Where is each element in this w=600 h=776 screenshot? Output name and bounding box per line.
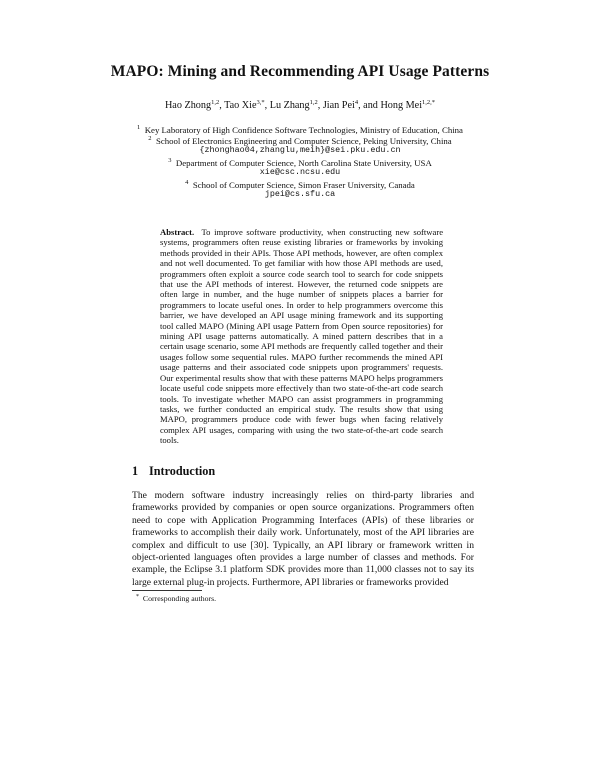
author-name: Jian Pei [322, 100, 355, 111]
author-separator: , [219, 100, 225, 111]
paper-title: MAPO: Mining and Recommending API Usage Patterns [110, 63, 490, 80]
author-name: Tao Xie [224, 100, 257, 111]
author-affiliation-mark: 3,* [256, 99, 265, 106]
abstract-text: To improve software productivity, when constructing new software systems, programmers often reuse existing libraries or frameworks by invoking methods provided in their APIs. Those API methods, however, are often complex and not well documented. To get familiar with how those API methods are used, programmers often exploit a source code search tool to search for code snippets that use the API methods of interest. However, the returned code snippets are often large in number, and the huge number of snippets places a barrier for programmers to locate useful ones. In order to help programmers overcome this barrier, we have developed an API usage mining framework and its supporting tool called MAPO (Mining API usage Pattern from Open source repositories) for mining API usage patterns automatically. A mined pattern describes that in a certain usage scenario, some API methods are frequently called together and their usages follow some sequential rules. MAPO further recommends the mined API usage patterns and their associated code snippets upon programmers' requests. Our experimental results show that with these patterns MAPO helps programmers locate useful code snippets more effectively than two state-of-the-art code search tools. To investigate whether MAPO can assist programmers in programming tasks, we further conducted an empirical study. The results show that using MAPO, programmers produce code with fewer bugs when facing relatively complex API usages, comparing with using the two state-of-the-art code search tools. [160, 227, 444, 446]
author-separator: , [264, 100, 270, 111]
affiliation-text: Key Laboratory of High Confidence Software Technologies, Ministry of Education, China [144, 125, 463, 135]
affiliation-mark: 2 [148, 135, 152, 142]
affiliation-mark: 1 [137, 124, 141, 131]
email-address: {zhonghao04,zhanglu,meih}@sei.pku.edu.cn [199, 145, 401, 155]
section-title: Introduction [149, 464, 216, 478]
section-heading [132, 464, 215, 479]
author-affiliation-mark: 1,2 [309, 99, 318, 106]
author-affiliation-mark: 1,2 [211, 99, 220, 106]
author-name: Hao Zhong [164, 100, 212, 111]
affiliation-mark: 3 [168, 157, 172, 164]
author-name: Hong Mei [380, 100, 423, 111]
author-affiliation-mark: 4 [354, 99, 359, 106]
footnote [136, 594, 216, 603]
intro-paragraph: The modern software industry increasingly relies on third-party libraries and frameworks provided by companies or open source organizations. Programmers often need to cope with Application Programming Interfaces (APIs) of these libraries or frameworks to accomplish their daily work. Unfortunately, most of the API libraries are complex and difficult to use [30]. Typically, an API library or framework written in object-oriented languages often provides a large number of classes and methods. For example, the Eclipse 3.1 platform SDK provides more than 11,000 classes not to say its large external plug-in projects. Furthermore, API libraries or frameworks provided [132, 490, 474, 588]
email-address: xie@csc.ncsu.edu [259, 167, 341, 177]
author-list [0, 99, 600, 111]
section-number: 1 [132, 464, 139, 478]
author-separator: , [358, 100, 364, 111]
email-address: jpei@cs.sfu.ca [264, 189, 336, 199]
footnote-rule [132, 590, 202, 591]
abstract-label: Abstract. [160, 227, 195, 237]
author-affiliation-mark: 1,2,* [422, 99, 436, 106]
abstract [160, 227, 443, 446]
affiliation-text: School of Electronics Engineering and Computer Science, Peking University, China [155, 136, 452, 146]
footnote-text: Corresponding authors. [142, 594, 217, 603]
affiliation-text: School of Computer Science, Simon Fraser University, Canada [192, 180, 415, 190]
footnote-mark: * [136, 594, 139, 600]
author-separator: , [317, 100, 323, 111]
author-name: Lu Zhang [269, 100, 310, 111]
affiliation-email [0, 188, 600, 200]
affiliation-mark: 4 [185, 179, 189, 186]
affiliation-text: Department of Computer Science, North Carolina State University, USA [175, 158, 432, 168]
author-and: and [363, 100, 378, 111]
